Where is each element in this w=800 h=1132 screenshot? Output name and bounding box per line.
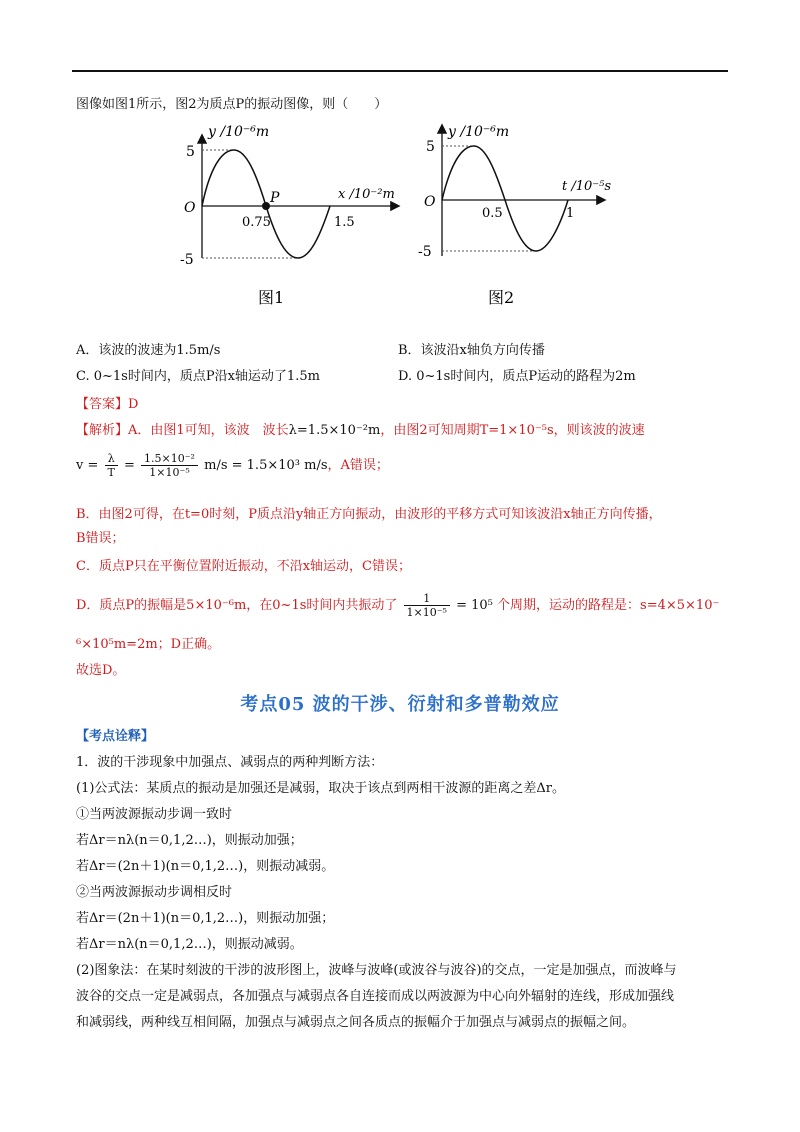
fig1-y-label: y /10⁻⁶m bbox=[208, 124, 270, 140]
fig1-x-label: x /10⁻²m bbox=[338, 187, 395, 202]
content-p8: 若Δr＝nλ(n＝0,1,2…)，则振动减弱。 bbox=[76, 937, 303, 952]
analysis-d-line1 bbox=[76, 592, 719, 619]
analysis-line-a bbox=[76, 422, 645, 440]
d-frac-num: 1 bbox=[404, 592, 450, 606]
analysis-a-end: ，A错误； bbox=[327, 458, 389, 473]
v-result: m/s = 1.5×10³ m/s bbox=[204, 458, 328, 473]
question-intro: 图像如图1所示，图2为质点P的振动图像，则（ ） bbox=[76, 97, 388, 112]
v-frac2-num: 1.5×10⁻² bbox=[141, 452, 198, 466]
analysis-a-part2: ，由图2可知周期T=1×10⁻⁵s，则该波的波速 bbox=[380, 423, 645, 438]
content-p11: 和减弱线，两种线互相间隔，加强点与减弱点之间各质点的振幅介于加强点与减弱点的振幅之间。 bbox=[76, 1015, 636, 1030]
fig1-tick-15: 1.5 bbox=[334, 215, 355, 230]
analysis-b-line2: B错误； bbox=[76, 531, 125, 546]
analysis-c-line: C．质点P只在平衡位置附近振动，不沿x轴运动，C错误； bbox=[76, 559, 411, 574]
fig1-point-p bbox=[262, 202, 270, 210]
fig1-point-label: P bbox=[270, 190, 280, 206]
v-frac-den: T bbox=[107, 466, 115, 479]
content-p1: 1．波的干涉现象中加强点、减弱点的两种判断方法： bbox=[76, 755, 384, 770]
content-p7: 若Δr＝(2n＋1)(n＝0,1,2…)，则振动加强； bbox=[76, 911, 335, 926]
analysis-a-part1: 【解析】A．由图1可知，该波 波长 bbox=[76, 423, 289, 438]
content-p6: ②当两波源振动步调相反时 bbox=[76, 885, 233, 900]
fig1-caption: 图1 bbox=[258, 288, 285, 307]
content-p5: 若Δr＝(2n＋1)(n＝0,1,2…)，则振动减弱。 bbox=[76, 859, 335, 874]
option-a: A．该波的波速为1.5m/s bbox=[76, 343, 221, 358]
conclusion: 故选D。 bbox=[76, 663, 126, 678]
header-rule bbox=[72, 70, 728, 72]
fig2-tick-m5: -5 bbox=[418, 244, 432, 260]
v-lhs: v = bbox=[76, 458, 99, 473]
value-fraction bbox=[141, 452, 198, 479]
analysis-d-part1: D．质点P的振幅是5×10⁻⁶m，在0~1s时间内共振动了 bbox=[76, 598, 398, 613]
figure-2-vibration-graph bbox=[412, 118, 632, 318]
fig2-y-label: y /10⁻⁶m bbox=[448, 124, 510, 140]
option-c: C. 0~1s时间内，质点P沿x轴运动了1.5m bbox=[76, 369, 320, 384]
fig2-caption: 图2 bbox=[488, 288, 515, 307]
content-p2: (1)公式法：某质点的振动是加强还是减弱，取决于该点到两相干波源的距离之差Δr。 bbox=[76, 781, 566, 796]
fig2-tick-5: 5 bbox=[426, 139, 435, 155]
option-d: D. 0~1s时间内，质点P运动的路程为2m bbox=[398, 369, 636, 384]
content-p3: ①当两波源振动步调一致时 bbox=[76, 807, 233, 822]
fig2-tick-1: 1 bbox=[566, 206, 575, 221]
content-p4: 若Δr＝nλ(n＝0,1,2…)，则振动加强； bbox=[76, 833, 303, 848]
fig2-tick-05: 0.5 bbox=[482, 206, 503, 221]
v-frac2-den: 1×10⁻⁵ bbox=[149, 466, 190, 479]
analysis-d-part2: 个周期，运动的路程是：s=4×5×10⁻ bbox=[497, 598, 720, 613]
d-frac-den: 1×10⁻⁵ bbox=[406, 606, 447, 619]
fig2-x-label: t /10⁻⁵s bbox=[562, 179, 612, 194]
d-frac-result: = 10⁵ bbox=[456, 598, 493, 613]
period-count-fraction bbox=[404, 592, 450, 619]
content-p10: 波谷的交点一定是减弱点，各加强点与减弱点各自连接而成以两波源为中心向外辐射的连线，形成加强线 bbox=[76, 989, 675, 1004]
content-p9: (2)图象法：在某时刻波的干涉的波形图上，波峰与波峰(或波谷与波谷)的交点，一定是加强点，而波峰与 bbox=[76, 963, 677, 978]
velocity-formula bbox=[76, 452, 389, 479]
lambda-over-t-fraction bbox=[105, 452, 118, 479]
analysis-d-line2: ⁶×10⁵m=2m；D正确。 bbox=[76, 637, 221, 652]
fig2-vibration-curve bbox=[442, 146, 568, 251]
kaodian-label: 【考点诠释】 bbox=[76, 729, 155, 744]
fig1-tick-5: 5 bbox=[186, 144, 195, 160]
figure-1-wave-graph bbox=[170, 118, 410, 318]
option-b: B．该波沿x轴负方向传播 bbox=[398, 343, 545, 358]
answer-label: 【答案】D bbox=[76, 397, 139, 412]
fig2-origin: O bbox=[424, 194, 436, 210]
section-heading: 考点05 波的干涉、衍射和多普勒效应 bbox=[240, 694, 560, 715]
v-frac-num: λ bbox=[105, 452, 118, 466]
fig1-origin: O bbox=[184, 200, 196, 216]
fig1-tick-075: 0.75 bbox=[242, 215, 271, 230]
fig1-tick-m5: -5 bbox=[180, 252, 194, 268]
lambda-equation: λ=1.5×10⁻²m bbox=[288, 423, 381, 438]
analysis-b-line1: B．由图2可得，在t=0时刻，P质点沿y轴正方向振动，由波形的平移方式可知该波沿x轴正方向传播， bbox=[76, 507, 662, 522]
v-eq: = bbox=[124, 458, 135, 473]
